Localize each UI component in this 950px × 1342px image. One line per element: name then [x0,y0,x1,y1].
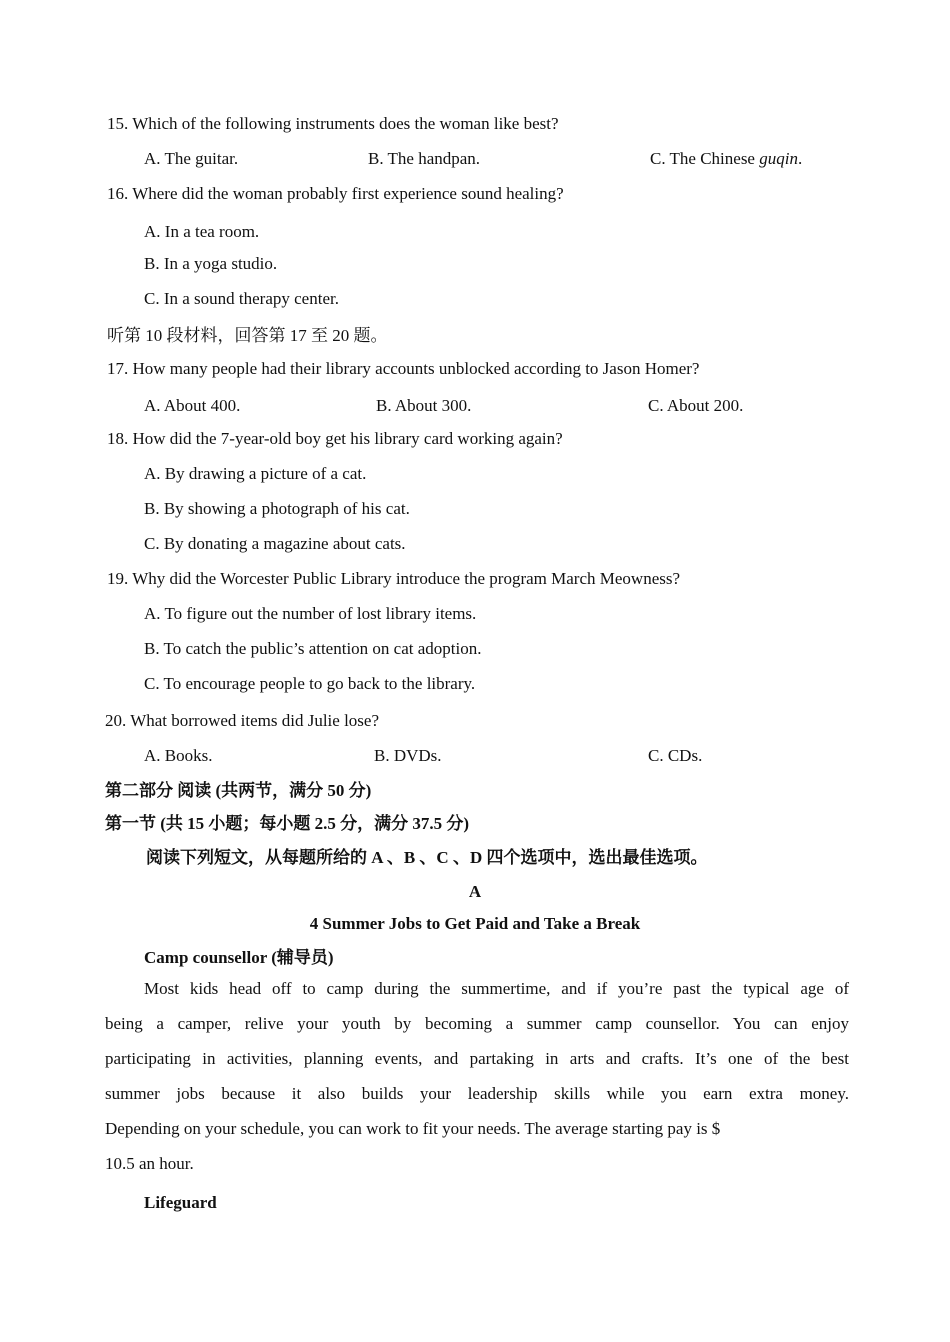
question-18-option-b: B. By showing a photograph of his cat. [144,499,410,518]
question-16-stem: 16. Where did the woman probably first experience sound healing? [107,184,564,203]
question-20-stem: 20. What borrowed items did Julie lose? [105,711,379,730]
paragraph-line: 10.5 an hour. [105,1154,194,1173]
question-15-option-a: A. The guitar. [144,149,239,168]
paragraph-line: participating in activities, planning events, and partaking in arts and crafts. It’s one of the best [105,1049,849,1068]
subheading-camp-counsellor: Camp counsellor (辅导员) [144,948,334,967]
option-c-italic-term: guqin [759,149,798,168]
option-c-text: C. The Chinese [650,149,760,168]
question-19-option-c: C. To encourage people to go back to the library. [144,674,476,693]
question-17-option-b: B. About 300. [376,396,472,415]
question-17-option-a: A. About 400. [144,396,241,415]
part-two-heading: 第二部分 阅读 (共两节，满分 50 分) [105,781,372,800]
passage-title: 4 Summer Jobs to Get Paid and Take a Break [309,914,641,933]
paragraph-line: summer jobs because it also builds your leadership skills while you earn extra money. [105,1084,849,1103]
question-19-option-b: B. To catch the public’s attention on cat adoption. [144,639,482,658]
paragraph-line: Most kids head off to camp during the summertime, and if you’re past the typical age of [144,979,849,998]
subheading-lifeguard: Lifeguard [144,1193,217,1212]
question-19-option-a: A. To figure out the number of lost library items. [144,604,477,623]
question-16-option-c: C. In a sound therapy center. [144,289,339,308]
question-15-stem: 15. Which of the following instruments does the woman like best? [107,114,559,133]
listening-section-10-instruction: 听第 10 段材料，回答第 17 至 20 题。 [107,326,388,345]
section-one-heading: 第一节 (共 15 小题；每小题 2.5 分，满分 37.5 分) [105,814,470,833]
option-c-period: . [797,149,803,168]
question-18-option-c: C. By donating a magazine about cats. [144,534,406,553]
question-18-option-a: A. By drawing a picture of a cat. [144,464,367,483]
question-19-stem: 19. Why did the Worcester Public Library introduce the program March Meowness? [107,569,681,588]
question-16-option-a: A. In a tea room. [144,222,260,241]
question-20-option-b: B. DVDs. [374,746,442,765]
question-16-option-b: B. In a yoga studio. [144,254,278,273]
question-17-stem: 17. How many people had their library accounts unblocked according to Jason Homer? [107,359,700,378]
question-20-option-a: A. Books. [144,746,213,765]
paragraph-line: being a camper, relive your youth by becoming a summer camp counsellor. You can enjoy [105,1014,849,1033]
reading-instruction: 阅读下列短文，从每题所给的 A 、B 、C 、D 四个选项中，选出最佳选项。 [146,848,708,867]
question-17-option-c: C. About 200. [648,396,744,415]
question-18-stem: 18. How did the 7-year-old boy get his library card working again? [107,429,563,448]
question-15-option-b: B. The handpan. [368,149,481,168]
question-15-option-c [650,148,802,170]
question-20-option-c: C. CDs. [648,746,703,765]
passage-letter: A [468,882,482,901]
paragraph-line: Depending on your schedule, you can work to fit your needs. The average starting pay is $ [105,1119,721,1138]
